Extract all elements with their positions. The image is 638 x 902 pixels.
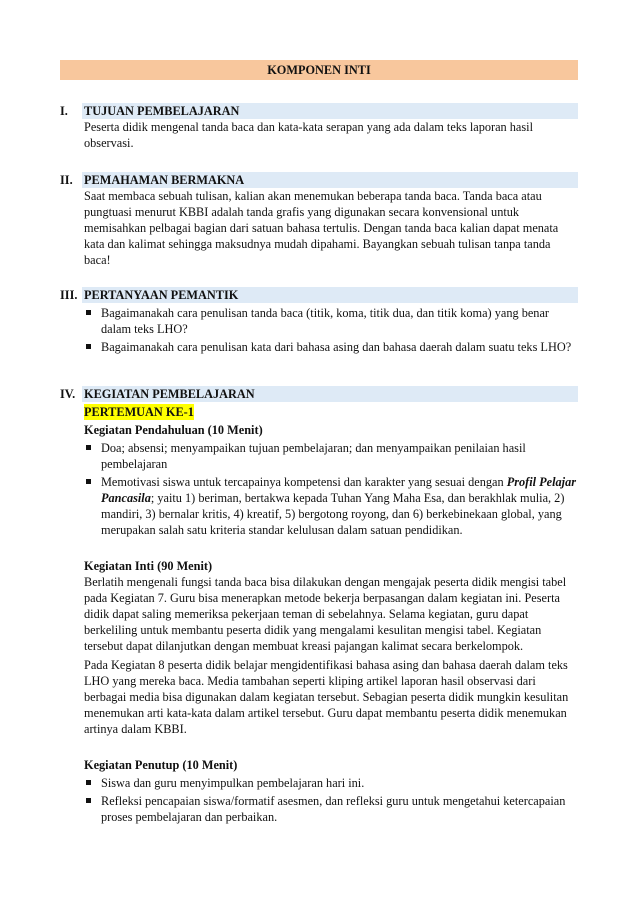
section-number: II. [60, 173, 73, 187]
closing-heading: Kegiatan Penutup (10 Menit) [84, 758, 238, 772]
section-heading [60, 103, 578, 119]
section-text: Saat membaca sebuah tulisan, kalian akan menemukan beberapa tanda baca. Tanda baca atau pungtuasi menurut KBBI adalah tanda grafis yang digunakan secara konvensional untuk memisahkan pelbagai bagian dari satuan bahasa tertulis. Dengan tanda baca kalian dapat menata kata dan kalimat sehingga maksudnya mudah dipahami. Bayangkan sebuah tulisan tanpa tanda baca! [84, 189, 559, 267]
section-title: PEMAHAMAN BERMAKNA [84, 173, 245, 187]
section-heading [60, 287, 578, 303]
section-heading [60, 172, 578, 188]
component-title: KOMPONEN INTI [60, 60, 578, 80]
section-learning-activities [60, 386, 578, 825]
section-number: III. [60, 288, 78, 302]
list-item: Siswa dan guru menyimpulkan pembelajaran hari ini. [84, 775, 578, 791]
closing-list [84, 775, 578, 825]
intro-heading: Kegiatan Pendahuluan (10 Menit) [84, 423, 263, 437]
section-number: I. [60, 104, 68, 118]
core-heading: Kegiatan Inti (90 Menit) [84, 559, 213, 573]
section-text: Peserta didik mengenal tanda baca dan kata-kata serapan yang ada dalam teks laporan hasil observasi. [84, 120, 533, 150]
list-item: Bagaimanakah cara penulisan kata dari bahasa asing dan bahasa daerah dalam suatu teks LHO? [84, 339, 578, 355]
section-trigger-questions [60, 287, 578, 355]
section-number: IV. [60, 387, 76, 401]
section-title: TUJUAN PEMBELAJARAN [84, 104, 240, 118]
section-objectives [60, 103, 578, 151]
bullet-icon [86, 310, 91, 315]
bullet-icon [86, 798, 91, 803]
bullet-icon [86, 479, 91, 484]
meeting-label: PERTEMUAN KE-1 [84, 405, 194, 419]
bullet-icon [86, 445, 91, 450]
core-paragraph-2: Pada Kegiatan 8 peserta didik belajar mengidentifikasi bahasa asing dan bahasa daerah dalam teks LHO yang mereka baca. Media tambahan seperti kliping artikel laporan hasil observasi dari berbagai media bisa digunakan dalam kegiatan tersebut. Sebagian peserta didik mungkin kesulitan menemukan arti kata-kata dalam artikel tersebut. Guru dapat membantu peserta didik menemukan artinya dalam KBBI. [84, 658, 569, 736]
section-meaningful-understanding [60, 172, 578, 268]
section-title: KEGIATAN PEMBELAJARAN [84, 387, 255, 401]
bullet-icon [86, 344, 91, 349]
list-item: Bagaimanakah cara penulisan tanda baca (titik, koma, titik dua, dan titik koma) yang benar dalam teks LHO? [84, 305, 578, 337]
section-title: PERTANYAAN PEMANTIK [84, 288, 239, 302]
profile-emphasis: Profil Pelajar Pancasila [101, 475, 577, 505]
section-heading [60, 386, 578, 402]
list-item: Memotivasi siswa untuk tercapainya kompetensi dan karakter yang sesuai dengan Profil Pelajar Pancasila; yaitu 1) beriman, bertakwa kepada Tuhan Yang Maha Esa, dan berakhlak mulia, 2) mandiri, 3) bernalar kritis, 4) kreatif, 5) bergotong royong, dan 6) berkebinekaan global, yang merupakan salah satu kriteria standar kelulusan dalam satuan pendidikan. [84, 474, 578, 538]
list-item: Doa; absensi; menyampaikan tujuan pembelajaran; dan menyampaikan penilaian hasil pembelajaran [84, 440, 578, 472]
question-list [84, 305, 578, 355]
core-paragraph-1: Berlatih mengenali fungsi tanda baca bisa dilakukan dengan mengajak peserta didik mengisi tabel pada Kegiatan 7. Guru bisa menerapkan metode bekerja berpasangan dalam kegiatan ini. Peserta didik dapat saling memeriksa pekerjaan teman di sebelahnya. Selama kegiatan, guru dapat berkeliling untuk membantu peserta didik yang mengalami kesulitan mengisi tabel. Kegiatan tersebut dapat dilanjutkan dengan membuat kreasi pajangan kalimat secara berkelompok. [84, 575, 567, 653]
list-item: Refleksi pencapaian siswa/formatif asesmen, dan refleksi guru untuk mengetahui ketercapaian proses pembelajaran dan perbaikan. [84, 793, 578, 825]
intro-list [84, 440, 578, 538]
bullet-icon [86, 780, 91, 785]
